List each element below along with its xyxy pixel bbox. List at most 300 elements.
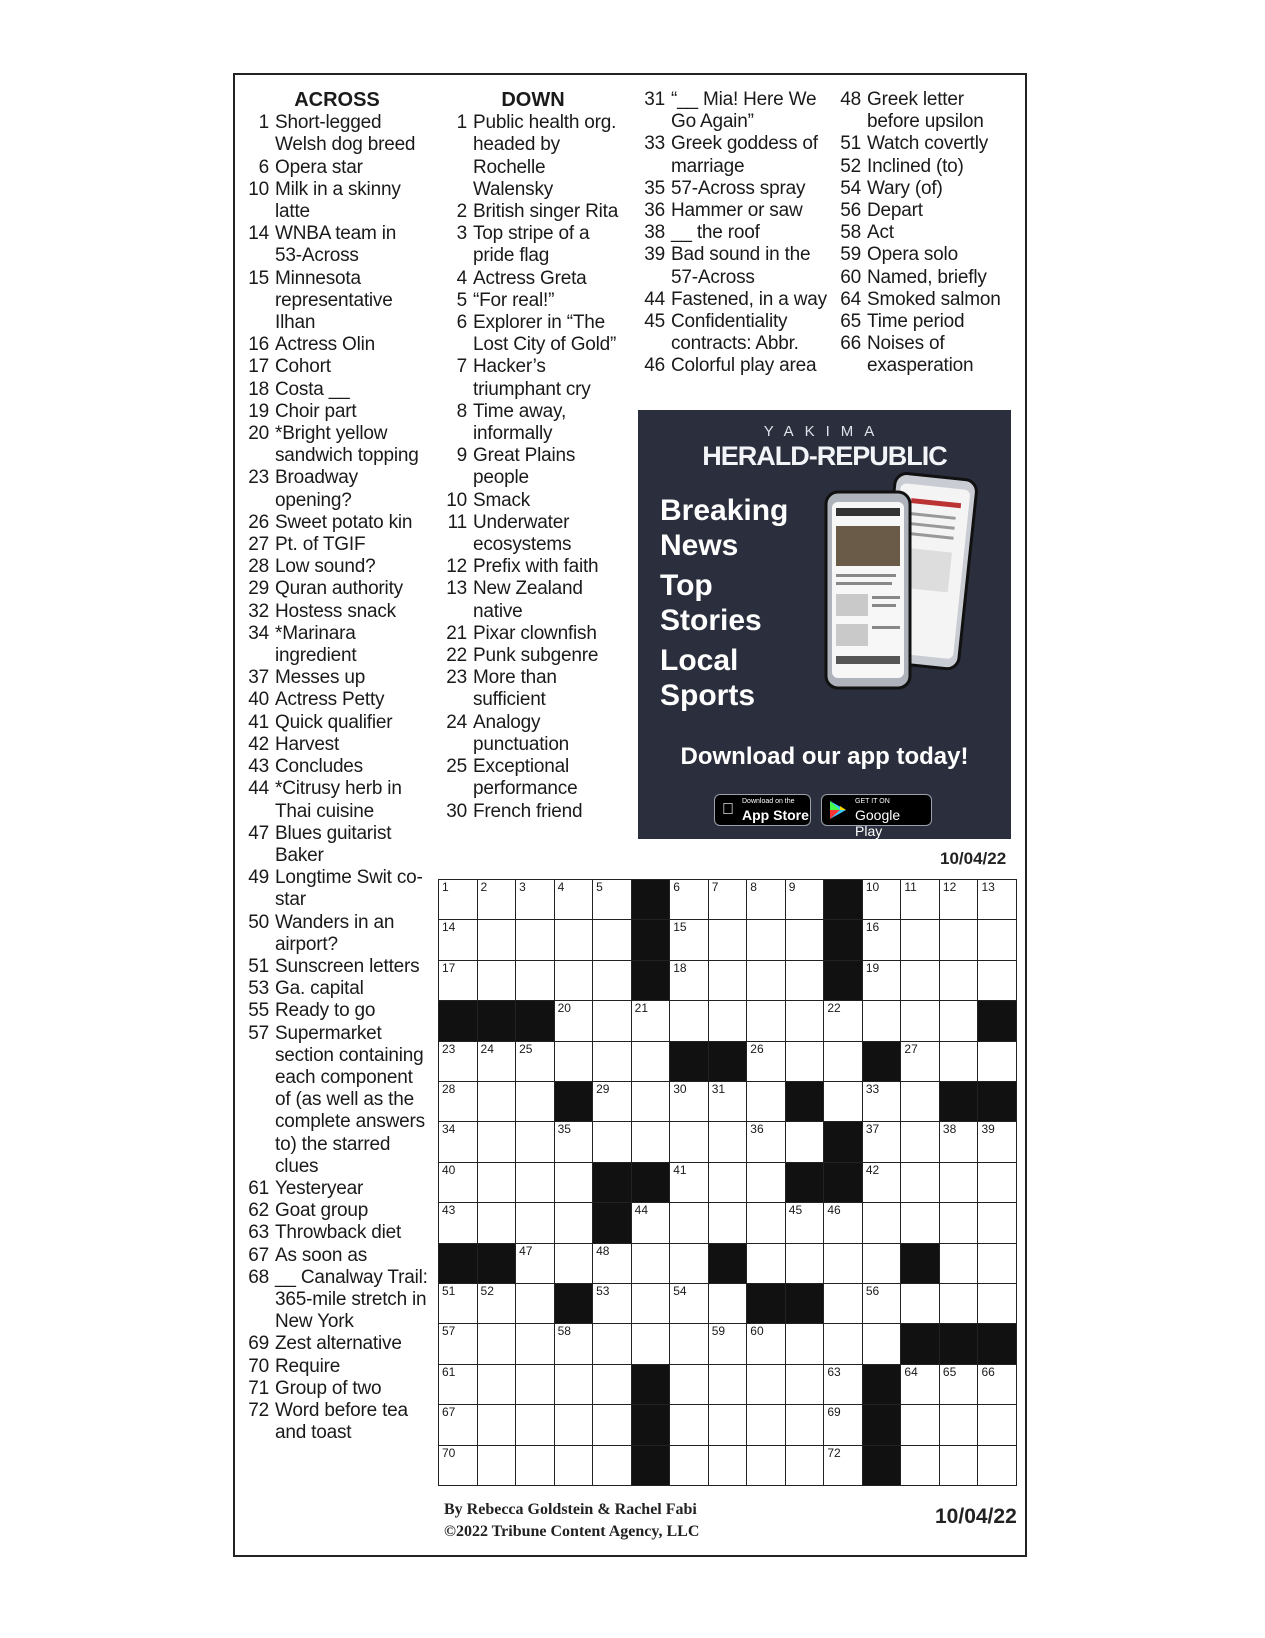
- grid-cell[interactable]: [977, 960, 1017, 1001]
- down-heading: DOWN: [501, 89, 565, 111]
- grid-cell[interactable]: [862, 1283, 902, 1324]
- clue-number: 48: [840, 89, 861, 110]
- grid-cell[interactable]: [746, 1081, 786, 1122]
- black-square: [631, 1404, 671, 1445]
- grid-cell[interactable]: [823, 1000, 863, 1041]
- grid-cell[interactable]: [708, 1364, 748, 1405]
- grid-cell[interactable]: [862, 1243, 902, 1284]
- clue-number: 16: [248, 334, 269, 356]
- grid-cell[interactable]: [515, 1202, 555, 1243]
- grid-cell[interactable]: [939, 1243, 979, 1284]
- grid-cell[interactable]: [554, 919, 594, 960]
- grid-cell[interactable]: [515, 1081, 555, 1122]
- grid-cell[interactable]: [939, 1283, 979, 1324]
- grid-cell[interactable]: [669, 1283, 709, 1324]
- grid-cell[interactable]: [939, 1121, 979, 1162]
- cell-number: 1: [442, 880, 449, 894]
- clue-text: __ Canalway Trail: 365-mile stretch in New York: [275, 1266, 428, 1333]
- grid-cell[interactable]: [862, 1323, 902, 1364]
- clue-number: 47: [248, 822, 269, 844]
- grid-cell[interactable]: [785, 960, 825, 1001]
- grid-cell[interactable]: [477, 1162, 517, 1203]
- grid-cell[interactable]: [554, 1364, 594, 1405]
- grid-cell[interactable]: [708, 1202, 748, 1243]
- grid-cell[interactable]: [977, 1283, 1017, 1324]
- grid-cell[interactable]: [977, 1243, 1017, 1284]
- grid-cell[interactable]: [438, 1162, 478, 1203]
- grid-cell[interactable]: [785, 1041, 825, 1082]
- grid-cell[interactable]: [708, 919, 748, 960]
- grid-cell[interactable]: [746, 879, 786, 920]
- grid-cell[interactable]: [669, 1364, 709, 1405]
- grid-cell[interactable]: [631, 1121, 671, 1162]
- grid-cell[interactable]: [746, 1000, 786, 1041]
- cell-number: 60: [750, 1324, 764, 1339]
- grid-cell[interactable]: [939, 1445, 979, 1486]
- cell-number: 44: [634, 1203, 649, 1218]
- cell-number: 58: [557, 1324, 571, 1339]
- clue-item: [246, 1333, 428, 1355]
- grid-cell[interactable]: [554, 1121, 594, 1162]
- grid-cell[interactable]: [592, 1404, 632, 1445]
- clue-item: [246, 1378, 428, 1400]
- grid-cell[interactable]: [785, 1202, 825, 1243]
- grid-cell[interactable]: [785, 1364, 825, 1405]
- grid-cell[interactable]: [900, 1162, 940, 1203]
- grid-cell[interactable]: [477, 1404, 517, 1445]
- clue-item: [834, 244, 1020, 266]
- clue-item: [638, 200, 834, 222]
- grid-cell[interactable]: [592, 960, 632, 1001]
- clue-number: 64: [840, 288, 861, 310]
- grid-cell[interactable]: [554, 1041, 594, 1082]
- grid-cell[interactable]: [900, 1364, 940, 1405]
- grid-cell[interactable]: [438, 1202, 478, 1243]
- grid-cell[interactable]: [669, 1404, 709, 1445]
- grid-cell[interactable]: [708, 1445, 748, 1486]
- clue-text: “For real!”: [473, 289, 555, 311]
- clue-item: [246, 512, 428, 534]
- cell-number: 72: [827, 1445, 841, 1460]
- cell-number: 9: [788, 880, 796, 894]
- cell-number: 27: [904, 1041, 918, 1056]
- grid-cell[interactable]: [515, 1243, 555, 1284]
- clue-text: Sunscreen letters: [275, 955, 420, 977]
- grid-cell[interactable]: [862, 1162, 902, 1203]
- grid-cell[interactable]: [785, 919, 825, 960]
- grid-cell[interactable]: [823, 1283, 863, 1324]
- grid-cell[interactable]: [746, 1202, 786, 1243]
- clue-text: Word before tea and toast: [275, 1399, 408, 1444]
- clue-text: Wary (of): [867, 177, 943, 199]
- grid-cell[interactable]: [900, 1202, 940, 1243]
- grid-cell[interactable]: [823, 1364, 863, 1405]
- clue-item: [834, 133, 1020, 155]
- grid-cell[interactable]: [708, 960, 748, 1001]
- grid-cell[interactable]: [515, 1162, 555, 1203]
- grid-cell[interactable]: [939, 1000, 979, 1041]
- date-top: 10/04/22: [940, 849, 1007, 868]
- grid-cell[interactable]: [900, 1283, 940, 1324]
- grid-cell[interactable]: [708, 1000, 748, 1041]
- clue-item: [246, 268, 428, 335]
- grid-cell[interactable]: [438, 1445, 478, 1486]
- grid-cell[interactable]: [515, 1404, 555, 1445]
- app-store-button[interactable]: [714, 794, 811, 826]
- clue-text: *Marinara ingredient: [275, 622, 357, 667]
- grid-cell[interactable]: [477, 1121, 517, 1162]
- clue-number: 11: [447, 511, 467, 533]
- grid-cell[interactable]: [669, 1445, 709, 1486]
- clue-text: Actress Greta: [473, 267, 587, 289]
- clue-item: [834, 289, 1020, 311]
- clue-item: [246, 578, 428, 600]
- clue-text: Quick qualifier: [275, 711, 393, 733]
- grid-cell[interactable]: [746, 1162, 786, 1203]
- grid-cell[interactable]: [515, 1364, 555, 1405]
- grid-cell[interactable]: [477, 1202, 517, 1243]
- grid-cell[interactable]: [977, 879, 1017, 920]
- cell-number: 34: [442, 1122, 456, 1137]
- grid-cell[interactable]: [746, 960, 786, 1001]
- grid-cell[interactable]: [977, 1404, 1017, 1445]
- grid-cell[interactable]: [785, 1445, 825, 1486]
- cell-number: 28: [442, 1082, 456, 1096]
- grid-cell[interactable]: [515, 1041, 555, 1082]
- clue-text: Pt. of TGIF: [275, 534, 366, 556]
- grid-cell[interactable]: [823, 1323, 863, 1364]
- grid-cell[interactable]: [554, 1243, 594, 1284]
- grid-cell[interactable]: [669, 1323, 709, 1364]
- grid-cell[interactable]: [592, 1283, 632, 1324]
- grid-cell[interactable]: [438, 1283, 478, 1324]
- grid-cell[interactable]: [592, 1041, 632, 1082]
- clue-text: Actress Olin: [275, 334, 376, 356]
- clue-text: Greek goddess of marriage: [671, 133, 818, 177]
- grid-cell[interactable]: [900, 1121, 940, 1162]
- grid-cell[interactable]: [438, 960, 478, 1001]
- grid-cell[interactable]: [746, 1404, 786, 1445]
- grid-cell[interactable]: [477, 879, 517, 920]
- clue-text: British singer Rita: [473, 201, 619, 223]
- grid-cell[interactable]: [939, 1162, 979, 1203]
- cell-number: 70: [442, 1445, 456, 1460]
- grid-cell[interactable]: [515, 1121, 555, 1162]
- grid-cell[interactable]: [939, 1364, 979, 1405]
- grid-cell[interactable]: [900, 1404, 940, 1445]
- grid-cell[interactable]: [746, 1364, 786, 1405]
- grid-cell[interactable]: [746, 1243, 786, 1284]
- grid-cell[interactable]: [592, 879, 632, 920]
- clue-item: [443, 356, 623, 400]
- grid-cell[interactable]: [554, 1445, 594, 1486]
- grid-cell[interactable]: [785, 879, 825, 920]
- clue-text: Fastened, in a way: [671, 288, 827, 310]
- grid-cell[interactable]: [862, 1202, 902, 1243]
- clue-text: Explorer in “The Lost City of Gold”: [473, 312, 617, 356]
- clue-number: 7: [456, 356, 467, 378]
- grid-cell[interactable]: [438, 1041, 478, 1082]
- grid-cell[interactable]: [438, 919, 478, 960]
- grid-cell[interactable]: [515, 919, 555, 960]
- black-square: [708, 1041, 748, 1082]
- grid-cell[interactable]: [631, 1041, 671, 1082]
- grid-cell[interactable]: [708, 1081, 748, 1122]
- grid-cell[interactable]: [631, 1000, 671, 1041]
- cell-number: 39: [981, 1122, 995, 1137]
- down-clue-list-continued-2: [834, 89, 1020, 378]
- grid-cell[interactable]: [708, 1283, 748, 1324]
- ad-brand-logo: HERALD-REPUBLIC: [702, 441, 947, 471]
- clue-item: [246, 534, 428, 556]
- grid-cell[interactable]: [708, 1162, 748, 1203]
- grid-cell[interactable]: [823, 1081, 863, 1122]
- grid-cell[interactable]: [477, 1081, 517, 1122]
- grid-cell[interactable]: [592, 1323, 632, 1364]
- grid-cell[interactable]: [900, 1000, 940, 1041]
- clue-item: [246, 867, 428, 911]
- grid-cell[interactable]: [477, 1445, 517, 1486]
- grid-cell[interactable]: [746, 1323, 786, 1364]
- clue-item: [443, 268, 623, 290]
- black-square: [477, 1000, 517, 1041]
- clue-text: Require: [275, 1355, 341, 1377]
- grid-cell[interactable]: [669, 879, 709, 920]
- clue-text: Longtime Swit co-star: [275, 867, 423, 911]
- grid-cell[interactable]: [669, 919, 709, 960]
- grid-cell[interactable]: [708, 1323, 748, 1364]
- black-square: [900, 1243, 940, 1284]
- cell-number: 24: [480, 1041, 494, 1056]
- clue-number: 15: [248, 267, 269, 289]
- grid-cell[interactable]: [631, 1202, 671, 1243]
- grid-cell[interactable]: [669, 1162, 709, 1203]
- grid-cell[interactable]: [900, 1041, 940, 1082]
- grid-cell[interactable]: [977, 1445, 1017, 1486]
- grid-cell[interactable]: [785, 1404, 825, 1445]
- clue-item: [246, 356, 428, 378]
- grid-cell[interactable]: [477, 1323, 517, 1364]
- cell-number: 22: [827, 1001, 841, 1016]
- across-clue-list: [246, 112, 428, 1444]
- clue-number: 20: [248, 423, 269, 445]
- grid-cell[interactable]: [708, 879, 748, 920]
- grid-cell[interactable]: [785, 1243, 825, 1284]
- grid-cell[interactable]: [554, 1162, 594, 1203]
- grid-cell[interactable]: [477, 1041, 517, 1082]
- grid-cell[interactable]: [477, 1364, 517, 1405]
- grid-cell[interactable]: [669, 1243, 709, 1284]
- clue-number: 1: [456, 112, 467, 134]
- black-square: [977, 1323, 1017, 1364]
- black-square: [823, 960, 863, 1001]
- grid-cell[interactable]: [862, 1000, 902, 1041]
- grid-cell[interactable]: [862, 1081, 902, 1122]
- grid-cell[interactable]: [977, 1121, 1017, 1162]
- grid-cell[interactable]: [862, 919, 902, 960]
- clue-item: [246, 1245, 428, 1267]
- grid-cell[interactable]: [862, 879, 902, 920]
- clue-item: [443, 801, 623, 823]
- clue-text: Exceptional performance: [473, 756, 578, 800]
- black-square: [785, 1283, 825, 1324]
- clue-text: Group of two: [275, 1377, 382, 1399]
- clue-number: 32: [248, 600, 269, 622]
- clue-text: Zest alternative: [275, 1333, 402, 1355]
- clue-item: [443, 645, 623, 667]
- grid-cell[interactable]: [669, 1202, 709, 1243]
- cell-number: 45: [788, 1203, 803, 1218]
- grid-cell[interactable]: [669, 1000, 709, 1041]
- clue-item: [246, 1400, 428, 1444]
- grid-cell[interactable]: [785, 1323, 825, 1364]
- clue-text: Noises of exasperation: [867, 333, 974, 377]
- grid-cell[interactable]: [554, 1404, 594, 1445]
- grid-cell[interactable]: [823, 1243, 863, 1284]
- grid-cell[interactable]: [592, 1364, 632, 1405]
- ad-feature-top-stories: Top Stories: [660, 569, 762, 637]
- clue-item: [246, 401, 428, 423]
- clue-text: WNBA team in 53-Across: [275, 223, 397, 267]
- grid-cell[interactable]: [977, 1041, 1017, 1082]
- grid-cell[interactable]: [900, 1081, 940, 1122]
- grid-cell[interactable]: [977, 1162, 1017, 1203]
- black-square: [438, 1243, 478, 1284]
- clue-text: Depart: [867, 200, 923, 222]
- clue-number: 10: [248, 178, 269, 200]
- grid-cell[interactable]: [592, 1121, 632, 1162]
- grid-cell[interactable]: [862, 960, 902, 1001]
- grid-cell[interactable]: [592, 919, 632, 960]
- grid-cell[interactable]: [669, 1081, 709, 1122]
- clue-number: 34: [248, 622, 269, 644]
- grid-cell[interactable]: [438, 1323, 478, 1364]
- grid-cell[interactable]: [592, 1243, 632, 1284]
- grid-cell[interactable]: [939, 919, 979, 960]
- grid-cell[interactable]: [939, 1202, 979, 1243]
- grid-cell[interactable]: [438, 1364, 478, 1405]
- grid-cell[interactable]: [438, 879, 478, 920]
- grid-cell[interactable]: [862, 1121, 902, 1162]
- grid-cell[interactable]: [438, 1404, 478, 1445]
- grid-cell[interactable]: [785, 1121, 825, 1162]
- grid-cell[interactable]: [900, 919, 940, 960]
- grid-cell[interactable]: [823, 1445, 863, 1486]
- cell-number: 6: [673, 880, 680, 894]
- clue-text: *Citrusy herb in Thai cuisine: [275, 778, 402, 822]
- grid-cell[interactable]: [631, 1081, 671, 1122]
- grid-cell[interactable]: [746, 1445, 786, 1486]
- grid-cell[interactable]: [515, 1283, 555, 1324]
- clue-number: 17: [248, 356, 269, 378]
- clue-text: Goat group: [275, 1200, 369, 1222]
- grid-cell[interactable]: [554, 960, 594, 1001]
- clue-item: [246, 556, 428, 578]
- grid-cell[interactable]: [939, 1404, 979, 1445]
- clue-number: 27: [248, 534, 269, 556]
- clue-number: 2: [456, 201, 467, 223]
- grid-cell[interactable]: [939, 879, 979, 920]
- clue-item: [443, 667, 623, 711]
- grid-cell[interactable]: [515, 960, 555, 1001]
- clue-item: [443, 712, 623, 756]
- clue-item: [246, 912, 428, 956]
- ad-feature-local-sports: Local Sports: [660, 644, 756, 712]
- black-square: [631, 1445, 671, 1486]
- grid-cell[interactable]: [477, 960, 517, 1001]
- clue-item: [246, 756, 428, 778]
- grid-cell[interactable]: [823, 1041, 863, 1082]
- grid-cell[interactable]: [477, 1283, 517, 1324]
- grid-cell[interactable]: [554, 1202, 594, 1243]
- grid-cell[interactable]: [900, 1445, 940, 1486]
- grid-cell[interactable]: [977, 919, 1017, 960]
- google-play-button[interactable]: [821, 794, 932, 839]
- grid-cell[interactable]: [554, 879, 594, 920]
- grid-cell[interactable]: [592, 1445, 632, 1486]
- clue-item: [246, 1356, 428, 1378]
- clue-item: [246, 689, 428, 711]
- clue-number: 21: [446, 622, 467, 644]
- cell-number: 19: [865, 960, 880, 975]
- grid-cell[interactable]: [900, 879, 940, 920]
- grid-cell[interactable]: [746, 919, 786, 960]
- cell-number: 54: [673, 1284, 687, 1298]
- grid-cell[interactable]: [515, 1445, 555, 1486]
- clue-number: 70: [248, 1355, 269, 1377]
- grid-cell[interactable]: [592, 1000, 632, 1041]
- grid-cell[interactable]: [669, 1121, 709, 1162]
- grid-cell[interactable]: [939, 960, 979, 1001]
- grid-cell[interactable]: [823, 1202, 863, 1243]
- grid-cell[interactable]: [438, 1081, 478, 1122]
- grid-cell[interactable]: [631, 1243, 671, 1284]
- black-square: [862, 1445, 902, 1486]
- grid-cell[interactable]: [631, 1323, 671, 1364]
- grid-cell[interactable]: [554, 1323, 594, 1364]
- grid-cell[interactable]: [592, 1081, 632, 1122]
- cell-number: 14: [442, 920, 456, 935]
- grid-cell[interactable]: [477, 919, 517, 960]
- clue-number: 43: [248, 756, 269, 778]
- cell-number: 7: [711, 880, 719, 894]
- grid-cell[interactable]: [900, 960, 940, 1001]
- grid-cell[interactable]: [977, 1202, 1017, 1243]
- grid-cell[interactable]: [515, 1323, 555, 1364]
- grid-cell[interactable]: [785, 1000, 825, 1041]
- clue-item: [246, 379, 428, 401]
- cell-number: 15: [673, 920, 687, 935]
- grid-cell[interactable]: [708, 1404, 748, 1445]
- app-advertisement[interactable]: [638, 410, 1011, 839]
- grid-cell[interactable]: [515, 879, 555, 920]
- grid-cell[interactable]: [438, 1121, 478, 1162]
- grid-cell[interactable]: [669, 960, 709, 1001]
- grid-cell[interactable]: [631, 1283, 671, 1324]
- grid-cell[interactable]: [554, 1000, 594, 1041]
- grid-cell[interactable]: [746, 1121, 786, 1162]
- grid-cell[interactable]: [708, 1121, 748, 1162]
- clue-number: 45: [644, 311, 665, 333]
- crossword-grid[interactable]: [438, 879, 1016, 1485]
- grid-cell[interactable]: [746, 1041, 786, 1082]
- grid-cell[interactable]: [823, 1404, 863, 1445]
- clue-item: [638, 311, 834, 355]
- grid-cell[interactable]: [939, 1041, 979, 1082]
- grid-cell[interactable]: [977, 1364, 1017, 1405]
- clue-number: 13: [446, 578, 467, 600]
- clue-text: Hostess snack: [275, 600, 396, 622]
